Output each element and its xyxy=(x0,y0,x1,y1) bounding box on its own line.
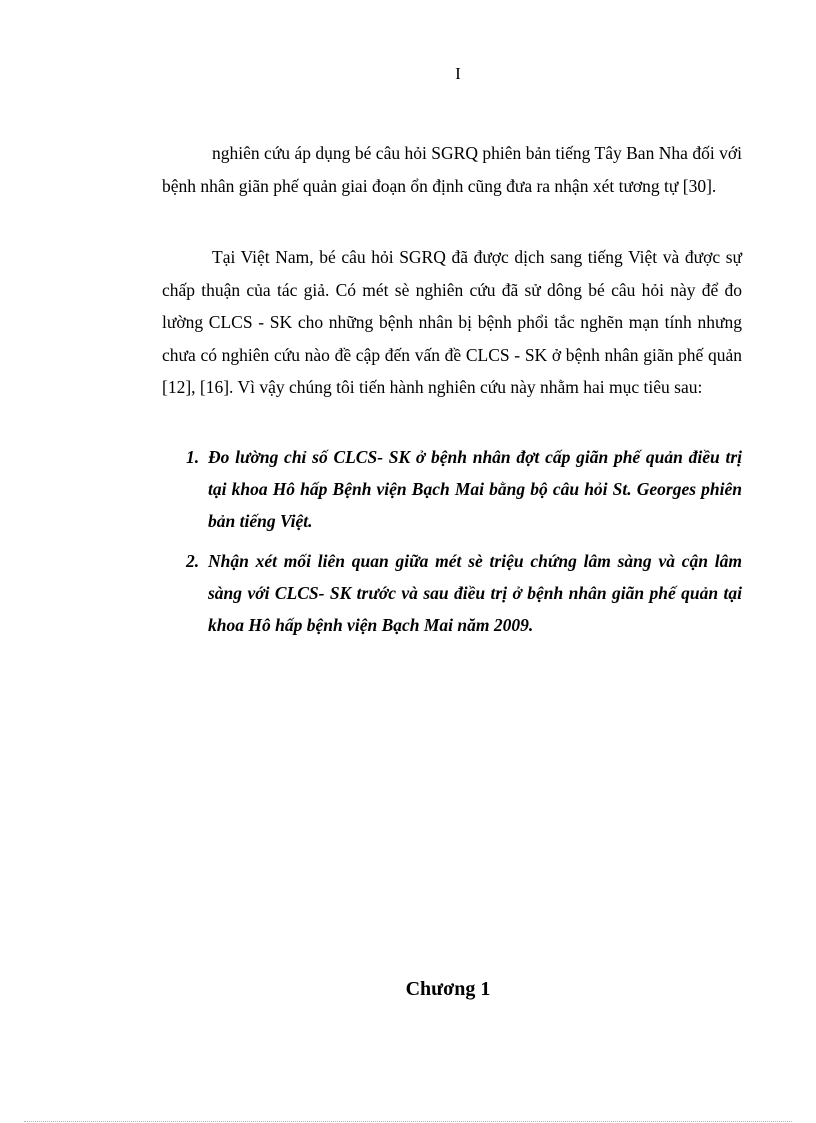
objective-item-2 xyxy=(186,545,742,641)
paragraph-text: nghiên cứu áp dụng bé câu hỏi SGRQ phiên bản tiếng Tây Ban Nha đối với bệnh nhân giãn phế quản giai đoạn ổn định cũng đưa ra nhận xét tương tự [30]. xyxy=(162,143,742,196)
page-bottom-divider xyxy=(24,1121,792,1122)
paragraph-text: Tại Việt Nam, bé câu hỏi SGRQ đã được dịch sang tiếng Việt và được sự chấp thuận của tác giả. Có mét sè nghiên cứu đã sử dông bé câu hỏi này để đo lường CLCS - SK cho những bệnh nhân bị bệnh phổi tắc nghẽn mạn tính nhưng chưa có nghiên cứu nào đề cập đến vấn đề CLCS - SK ở bệnh nhân giãn phế quản [12], [16]. Vì vậy chúng tôi tiến hành nghiên cứu này nhằm hai mục tiêu sau: xyxy=(162,247,742,397)
page-number: I xyxy=(455,64,461,83)
paragraph-continuation xyxy=(162,137,742,202)
objectives-list xyxy=(186,441,742,649)
objective-number: 1. xyxy=(186,447,200,467)
objective-item-1 xyxy=(186,441,742,537)
chapter-heading: Chương 1 xyxy=(405,978,491,1000)
paragraph-introduction xyxy=(162,241,742,404)
objective-text: Nhận xét mối liên quan giữa mét sè triệu chứng lâm sàng và cận lâm sàng với CLCS- SK trước và sau điều trị ở bệnh nhân giãn phế quản tại khoa Hô hấp bệnh viện Bạch Mai năm 2009. xyxy=(208,551,742,635)
objective-number: 2. xyxy=(186,551,200,571)
objective-text: Đo lường chỉ số CLCS- SK ở bệnh nhân đợt cấp giãn phế quản điều trị tại khoa Hô hấp Bệnh viện Bạch Mai bằng bộ câu hỏi St. Georges phiên bản tiếng Việt. xyxy=(208,447,742,531)
